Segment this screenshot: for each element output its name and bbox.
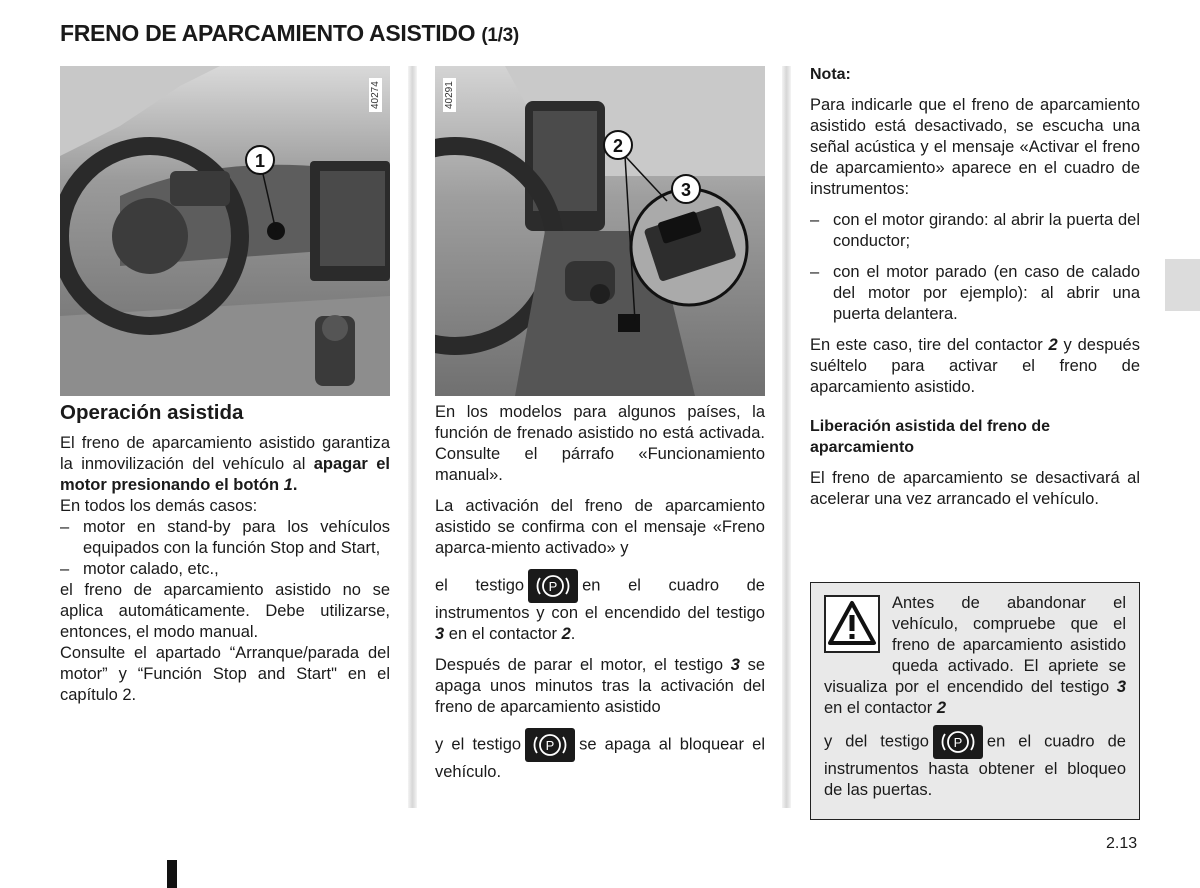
column-2 bbox=[435, 402, 765, 793]
column-1 bbox=[60, 402, 390, 716]
paragraph: El freno de aparcamiento asistido garantiza la inmovilización del vehículo al apagar el motor presionando el botón 1. bbox=[60, 434, 390, 494]
warning-text: y del testigo P en el cuadro de instrumentos hasta obtener el bloqueo de las puertas. bbox=[824, 725, 1126, 801]
svg-text:P: P bbox=[548, 579, 558, 594]
note-title: Nota: bbox=[810, 66, 851, 83]
svg-text:P: P bbox=[953, 735, 963, 750]
figure-code: 40274 bbox=[369, 78, 382, 112]
paragraph: En los modelos para algunos países, la función de frenado asistido no está activada. Consulte el párrafo «Funcionamiento manual». bbox=[435, 403, 765, 484]
page-title bbox=[60, 20, 519, 47]
figure-code: 40291 bbox=[443, 78, 456, 112]
column-divider bbox=[782, 66, 791, 808]
parking-brake-icon bbox=[528, 569, 578, 603]
paragraph: Para indicarle que el freno de aparcamiento asistido está desactivado, se escucha una señal acústica y el mensaje «Activar el freno de aparcamiento» aparece en el cuadro de instrumentos: bbox=[810, 96, 1140, 198]
column-3 bbox=[810, 64, 1140, 520]
callout-2: 2 bbox=[612, 136, 624, 156]
paragraph: el freno de aparcamiento asistido no se aplica automáticamente. Debe utilizarse, entonces, el modo manual. bbox=[60, 581, 390, 641]
list-item: – motor calado, etc., bbox=[60, 560, 219, 578]
paragraph: En todos los demás casos: bbox=[60, 497, 258, 515]
callout-3: 3 bbox=[680, 180, 692, 200]
list-item: – motor en stand-by para los vehículos equipados con la función Stop and Start, bbox=[60, 518, 390, 557]
paragraph: Después de parar el motor, el testigo 3 se apaga unos minutos tras la activación del freno de aparcamiento asistido bbox=[435, 656, 766, 716]
paragraph: El freno de aparcamiento se desactivará al acelerar una vez arrancado el vehículo. bbox=[810, 469, 1140, 508]
warning-box bbox=[810, 582, 1140, 820]
warning-triangle-icon bbox=[824, 595, 880, 653]
column-divider bbox=[408, 66, 417, 808]
subsection-heading: Liberación asistida del freno de aparcamiento bbox=[810, 418, 1051, 456]
paragraph: el testigo P en el cuadro de instrumentos y con el encendido del testigo 3 en el contactor 2. bbox=[435, 569, 765, 645]
title-text: FRENO DE APARCAMIENTO ASISTIDO bbox=[60, 20, 476, 46]
paragraph: Consulte el apartado “Arranque/parada del motor” y “Función Stop and Start" en el capítulo 2. bbox=[60, 644, 390, 704]
title-part: (1/3) bbox=[481, 25, 519, 46]
edge-marker bbox=[167, 860, 177, 888]
dashboard-photo bbox=[60, 66, 390, 396]
parking-brake-icon bbox=[933, 725, 983, 759]
page-number: 2.13 bbox=[1106, 835, 1138, 852]
svg-text:P: P bbox=[545, 738, 555, 753]
paragraph: La activación del freno de aparcamiento asistido se confirma con el mensaje «Freno aparca-miento activado» y bbox=[435, 497, 765, 557]
parking-brake-icon bbox=[525, 728, 575, 762]
console-photo bbox=[435, 66, 765, 396]
chapter-tab bbox=[1165, 259, 1200, 311]
warning-text: Antes de abandonar el vehículo, compruebe que el freno de aparcamiento asistido queda activado. El apriete se visualiza por el encendido del testigo 3 en el contactor 2 bbox=[824, 594, 1126, 717]
paragraph: y el testigo P se apaga al bloquear el vehículo. bbox=[435, 728, 765, 783]
callout-1: 1 bbox=[254, 151, 266, 171]
list-item: – con el motor girando: al abrir la puerta del conductor; bbox=[810, 211, 1140, 250]
section-heading: Operación asistida bbox=[60, 401, 244, 424]
paragraph: En este caso, tire del contactor 2 y después suéltelo para activar el freno de aparcamiento asistido. bbox=[810, 336, 1140, 396]
list-item: – con el motor parado (en caso de calado del motor por ejemplo): al abrir una puerta delantera. bbox=[810, 263, 1140, 323]
